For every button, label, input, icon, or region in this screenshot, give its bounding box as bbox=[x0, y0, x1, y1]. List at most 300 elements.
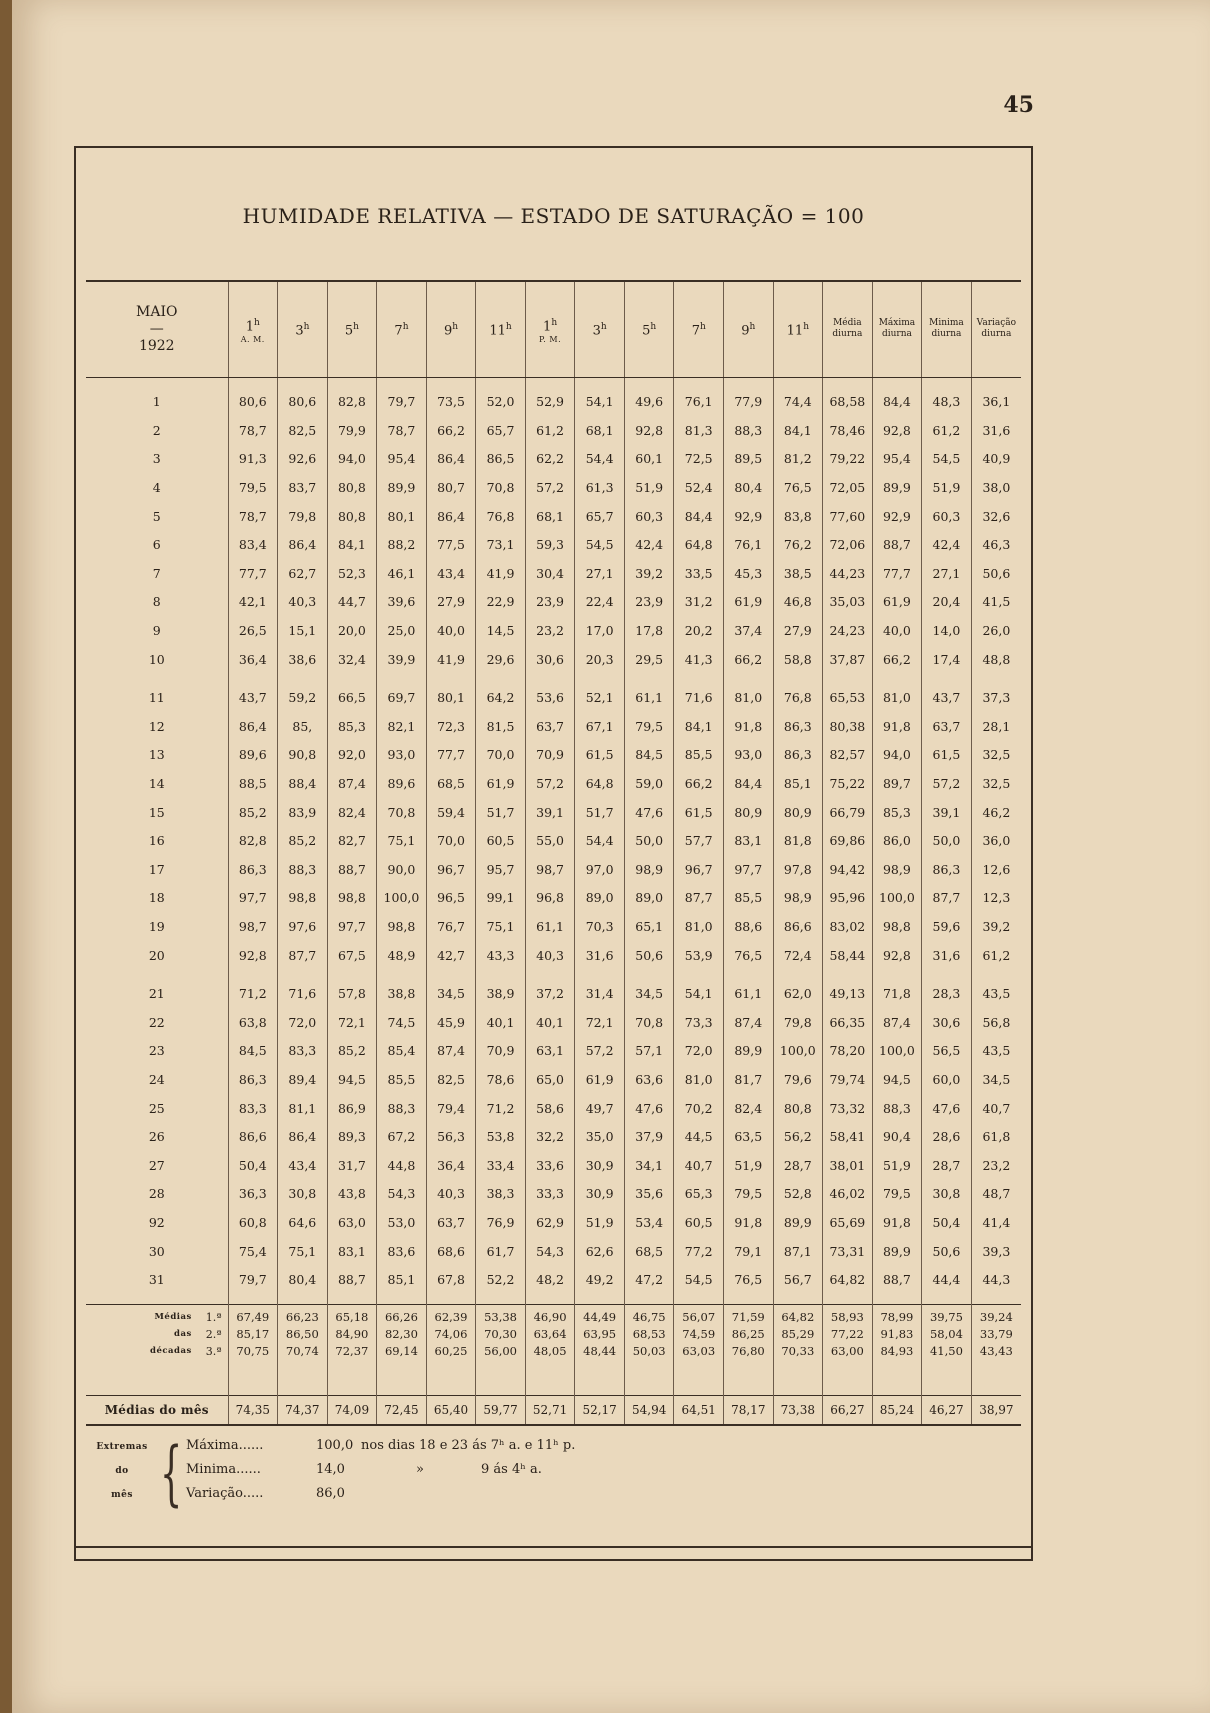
value-cell: 97,7 bbox=[228, 884, 278, 913]
decade-value: 58,93 bbox=[823, 1304, 873, 1326]
value-cell: 79,5 bbox=[228, 473, 278, 502]
value-cell: 30,4 bbox=[525, 559, 575, 588]
day-number: 14 bbox=[148, 776, 165, 792]
max-label: Máxima...... bbox=[186, 1438, 264, 1453]
value-cell: 68,5 bbox=[426, 769, 476, 798]
value-cell: 65,69 bbox=[823, 1208, 873, 1237]
spacer-cell bbox=[773, 1294, 823, 1305]
hour-suffix: h bbox=[505, 322, 512, 333]
value-cell: 77,2 bbox=[674, 1237, 724, 1266]
value-cell: 79,7 bbox=[228, 1265, 278, 1294]
value-cell: 75,22 bbox=[823, 769, 873, 798]
day-row bbox=[86, 855, 1021, 884]
value-cell: 46,1 bbox=[377, 559, 427, 588]
day-row bbox=[86, 1208, 1021, 1237]
decade-value: 43,43 bbox=[971, 1343, 1021, 1360]
value-cell: 43,8 bbox=[327, 1180, 377, 1209]
value-cell: 59,2 bbox=[278, 683, 328, 712]
hour-header bbox=[674, 281, 724, 377]
summary-header: Variação diurna bbox=[971, 281, 1021, 377]
value-cell: 95,7 bbox=[476, 855, 526, 884]
decade-value: 56,00 bbox=[476, 1343, 526, 1360]
spacer-cell bbox=[971, 377, 1021, 388]
value-cell: 88,3 bbox=[278, 855, 328, 884]
value-cell: 43,7 bbox=[228, 683, 278, 712]
value-cell: 80,8 bbox=[327, 502, 377, 531]
value-cell: 44,23 bbox=[823, 559, 873, 588]
value-cell: 84,5 bbox=[624, 741, 674, 770]
day-row bbox=[86, 683, 1021, 712]
spacer-row bbox=[86, 673, 1021, 683]
month-mean-value: 64,51 bbox=[674, 1395, 724, 1425]
value-cell: 31,6 bbox=[971, 416, 1021, 445]
value-cell: 92,8 bbox=[624, 416, 674, 445]
value-cell: 73,5 bbox=[426, 388, 476, 417]
value-cell: 83,3 bbox=[278, 1037, 328, 1066]
value-cell: 67,1 bbox=[575, 712, 625, 741]
value-cell: 70,0 bbox=[476, 741, 526, 770]
value-cell: 63,1 bbox=[525, 1037, 575, 1066]
value-cell: 40,7 bbox=[971, 1094, 1021, 1123]
value-cell: 65,0 bbox=[525, 1065, 575, 1094]
value-cell: 63,0 bbox=[327, 1208, 377, 1237]
value-cell: 88,3 bbox=[872, 1094, 922, 1123]
decade-value: 39,24 bbox=[971, 1304, 1021, 1326]
value-cell: 46,8 bbox=[773, 588, 823, 617]
value-cell: 96,7 bbox=[426, 855, 476, 884]
spacer-cell bbox=[575, 377, 625, 388]
day-row bbox=[86, 445, 1021, 474]
value-cell: 67,5 bbox=[327, 941, 377, 970]
day-row bbox=[86, 979, 1021, 1008]
decade-value: 76,80 bbox=[724, 1343, 774, 1360]
value-cell: 87,4 bbox=[872, 1008, 922, 1037]
value-cell: 36,4 bbox=[426, 1151, 476, 1180]
value-cell: 20,3 bbox=[575, 645, 625, 674]
value-cell: 85,2 bbox=[327, 1037, 377, 1066]
decade-label-wrap bbox=[86, 1309, 228, 1326]
value-cell: 94,5 bbox=[872, 1065, 922, 1094]
spacer-cell bbox=[278, 377, 328, 388]
value-cell: 52,8 bbox=[773, 1180, 823, 1209]
value-cell: 48,7 bbox=[971, 1180, 1021, 1209]
value-cell: 44,4 bbox=[922, 1265, 972, 1294]
value-cell: 33,3 bbox=[525, 1180, 575, 1209]
value-cell: 82,7 bbox=[327, 826, 377, 855]
value-cell: 83,7 bbox=[278, 473, 328, 502]
value-cell: 70,8 bbox=[624, 1008, 674, 1037]
value-cell: 37,3 bbox=[971, 683, 1021, 712]
value-cell: 15,1 bbox=[278, 616, 328, 645]
hour-header bbox=[278, 281, 328, 377]
value-cell: 43,7 bbox=[922, 683, 972, 712]
value-cell: 89,9 bbox=[872, 473, 922, 502]
spacer-cell bbox=[278, 673, 328, 683]
value-cell: 64,82 bbox=[823, 1265, 873, 1294]
summary-header: Máxima diurna bbox=[872, 281, 922, 377]
value-cell: 28,6 bbox=[922, 1122, 972, 1151]
month-dash: — bbox=[149, 320, 164, 337]
hour-label: 11$^h$ bbox=[786, 322, 809, 339]
value-cell: 97,7 bbox=[327, 912, 377, 941]
value-cell: 49,2 bbox=[575, 1265, 625, 1294]
value-cell: 84,4 bbox=[724, 769, 774, 798]
value-cell: 34,5 bbox=[624, 979, 674, 1008]
value-cell: 80,6 bbox=[278, 388, 328, 417]
hour-header bbox=[228, 281, 278, 377]
month-mean-value: 54,94 bbox=[624, 1395, 674, 1425]
day-row bbox=[86, 388, 1021, 417]
decade-label-wrap bbox=[86, 1326, 228, 1343]
decade-value: 63,95 bbox=[575, 1326, 625, 1343]
day-row bbox=[86, 1180, 1021, 1209]
day-row bbox=[86, 798, 1021, 827]
decade-value: 69,14 bbox=[377, 1343, 427, 1360]
spacer-cell bbox=[86, 673, 228, 683]
spacer-row bbox=[86, 969, 1021, 979]
hour-header bbox=[377, 281, 427, 377]
value-cell: 79,1 bbox=[724, 1237, 774, 1266]
decade-ordinal: 2.ª bbox=[205, 1327, 222, 1341]
value-cell: 79,22 bbox=[823, 445, 873, 474]
decade-value: 63,00 bbox=[823, 1343, 873, 1360]
min-ditto: » bbox=[416, 1462, 424, 1477]
value-cell: 88,6 bbox=[724, 912, 774, 941]
value-cell: 63,7 bbox=[525, 712, 575, 741]
value-cell: 91,3 bbox=[228, 445, 278, 474]
value-cell: 62,2 bbox=[525, 445, 575, 474]
value-cell: 54,3 bbox=[377, 1180, 427, 1209]
value-cell: 43,5 bbox=[971, 1037, 1021, 1066]
value-cell: 65,1 bbox=[624, 912, 674, 941]
month-mean-value: 59,77 bbox=[476, 1395, 526, 1425]
decade-value: 70,33 bbox=[773, 1343, 823, 1360]
decade-value: 85,17 bbox=[228, 1326, 278, 1343]
value-cell: 87,4 bbox=[426, 1037, 476, 1066]
value-cell: 92,9 bbox=[724, 502, 774, 531]
value-cell: 84,1 bbox=[327, 530, 377, 559]
day-row bbox=[86, 769, 1021, 798]
value-cell: 44,7 bbox=[327, 588, 377, 617]
value-cell: 39,6 bbox=[377, 588, 427, 617]
value-cell: 80,4 bbox=[724, 473, 774, 502]
day-row bbox=[86, 912, 1021, 941]
summary-header: Minima diurna bbox=[922, 281, 972, 377]
value-cell: 81,8 bbox=[773, 826, 823, 855]
value-cell: 66,2 bbox=[426, 416, 476, 445]
value-cell: 61,8 bbox=[971, 1122, 1021, 1151]
value-cell: 57,7 bbox=[674, 826, 724, 855]
value-cell: 74,5 bbox=[377, 1008, 427, 1037]
month-mean-value: 52,17 bbox=[575, 1395, 625, 1425]
humidity-table bbox=[86, 280, 1021, 1426]
value-cell: 48,2 bbox=[525, 1265, 575, 1294]
spacer-cell bbox=[922, 969, 972, 979]
decade-value: 71,59 bbox=[724, 1304, 774, 1326]
decade-value: 64,82 bbox=[773, 1304, 823, 1326]
value-cell: 23,9 bbox=[624, 588, 674, 617]
value-cell: 79,4 bbox=[426, 1094, 476, 1123]
decade-value: 66,26 bbox=[377, 1304, 427, 1326]
min-label: Minima...... bbox=[186, 1462, 261, 1477]
min-value: 14,0 bbox=[316, 1462, 345, 1477]
value-cell: 56,5 bbox=[922, 1037, 972, 1066]
value-cell: 70,9 bbox=[525, 741, 575, 770]
value-cell: 82,57 bbox=[823, 741, 873, 770]
value-cell: 75,4 bbox=[228, 1237, 278, 1266]
value-cell: 78,46 bbox=[823, 416, 873, 445]
table-frame bbox=[74, 146, 1033, 1561]
value-cell: 65,3 bbox=[674, 1180, 724, 1209]
decade-value: 50,03 bbox=[624, 1343, 674, 1360]
value-cell: 100,0 bbox=[872, 1037, 922, 1066]
hour-suffix: h bbox=[303, 322, 310, 333]
hour-suffix: h bbox=[353, 322, 359, 333]
value-cell: 88,7 bbox=[327, 1265, 377, 1294]
value-cell: 82,8 bbox=[228, 826, 278, 855]
value-cell: 62,7 bbox=[278, 559, 328, 588]
value-cell: 92,8 bbox=[872, 416, 922, 445]
value-cell: 38,9 bbox=[476, 979, 526, 1008]
value-cell: 60,5 bbox=[674, 1208, 724, 1237]
value-cell: 63,6 bbox=[624, 1065, 674, 1094]
value-cell: 81,1 bbox=[278, 1094, 328, 1123]
value-cell: 58,41 bbox=[823, 1122, 873, 1151]
spacer-cell bbox=[327, 1294, 377, 1305]
value-cell: 29,6 bbox=[476, 645, 526, 674]
value-cell: 36,3 bbox=[228, 1180, 278, 1209]
value-cell: 86,3 bbox=[922, 855, 972, 884]
value-cell: 80,4 bbox=[278, 1265, 328, 1294]
value-cell: 66,35 bbox=[823, 1008, 873, 1037]
value-cell: 73,3 bbox=[674, 1008, 724, 1037]
decade-row bbox=[86, 1304, 1021, 1326]
day-number: 21 bbox=[148, 986, 165, 1002]
hour-suffix: h bbox=[254, 317, 260, 328]
spacer-cell bbox=[575, 673, 625, 683]
value-cell: 31,6 bbox=[575, 941, 625, 970]
value-cell: 66,2 bbox=[674, 769, 724, 798]
value-cell: 85,5 bbox=[724, 884, 774, 913]
value-cell: 40,3 bbox=[525, 941, 575, 970]
value-cell: 86,3 bbox=[773, 712, 823, 741]
value-cell: 77,7 bbox=[872, 559, 922, 588]
value-cell: 98,8 bbox=[327, 884, 377, 913]
value-cell: 71,6 bbox=[278, 979, 328, 1008]
value-cell: 89,9 bbox=[872, 1237, 922, 1266]
value-cell: 85,3 bbox=[872, 798, 922, 827]
value-cell: 57,1 bbox=[624, 1037, 674, 1066]
value-cell: 89,5 bbox=[724, 445, 774, 474]
spacer-cell bbox=[674, 969, 724, 979]
decade-label-cell bbox=[86, 1326, 228, 1343]
hour-header bbox=[724, 281, 774, 377]
var-label: Variação..... bbox=[186, 1486, 264, 1501]
value-cell: 83,4 bbox=[228, 530, 278, 559]
hour-label: 1$^h$ bbox=[543, 317, 558, 334]
value-cell: 32,5 bbox=[971, 769, 1021, 798]
value-cell: 86,4 bbox=[426, 502, 476, 531]
hour-header bbox=[525, 281, 575, 377]
day-number: 11 bbox=[148, 690, 165, 706]
ampm-note: A. M. bbox=[240, 334, 265, 344]
value-cell: 82,5 bbox=[426, 1065, 476, 1094]
value-cell: 100,0 bbox=[773, 1037, 823, 1066]
value-cell: 75,1 bbox=[278, 1237, 328, 1266]
value-cell: 70,2 bbox=[674, 1094, 724, 1123]
value-cell: 43,4 bbox=[278, 1151, 328, 1180]
min-text: 9 ás 4ʰ a. bbox=[481, 1462, 542, 1477]
spacer-cell bbox=[724, 1294, 774, 1305]
value-cell: 44,8 bbox=[377, 1151, 427, 1180]
value-cell: 60,8 bbox=[228, 1208, 278, 1237]
value-cell: 51,7 bbox=[476, 798, 526, 827]
value-cell: 86,6 bbox=[773, 912, 823, 941]
day-number: 3 bbox=[152, 451, 161, 467]
value-cell: 28,7 bbox=[922, 1151, 972, 1180]
value-cell: 64,2 bbox=[476, 683, 526, 712]
value-cell: 28,3 bbox=[922, 979, 972, 1008]
spacer-cell bbox=[278, 1360, 328, 1396]
value-cell: 94,0 bbox=[872, 741, 922, 770]
value-cell: 68,6 bbox=[426, 1237, 476, 1266]
value-cell: 70,9 bbox=[476, 1037, 526, 1066]
value-cell: 72,4 bbox=[773, 941, 823, 970]
day-number: 24 bbox=[148, 1071, 165, 1087]
month-extremes bbox=[86, 1432, 646, 1514]
value-cell: 86,3 bbox=[228, 855, 278, 884]
value-cell: 60,3 bbox=[624, 502, 674, 531]
day-number: 12 bbox=[148, 718, 165, 734]
decade-row bbox=[86, 1343, 1021, 1360]
value-cell: 86,4 bbox=[278, 1122, 328, 1151]
day-row bbox=[86, 884, 1021, 913]
spacer-cell bbox=[476, 377, 526, 388]
value-cell: 40,9 bbox=[971, 445, 1021, 474]
decade-label-cell bbox=[86, 1304, 228, 1326]
spacer-cell bbox=[872, 1294, 922, 1305]
value-cell: 86,3 bbox=[228, 1065, 278, 1094]
value-cell: 61,9 bbox=[724, 588, 774, 617]
value-cell: 71,6 bbox=[674, 683, 724, 712]
spacer-row bbox=[86, 1360, 1021, 1396]
value-cell: 65,53 bbox=[823, 683, 873, 712]
value-cell: 68,1 bbox=[525, 502, 575, 531]
frame-bottom-rule bbox=[76, 1546, 1031, 1548]
value-cell: 40,1 bbox=[476, 1008, 526, 1037]
value-cell: 50,4 bbox=[228, 1151, 278, 1180]
value-cell: 52,4 bbox=[674, 473, 724, 502]
spacer-cell bbox=[624, 969, 674, 979]
value-cell: 60,5 bbox=[476, 826, 526, 855]
value-cell: 91,8 bbox=[724, 712, 774, 741]
spacer-cell bbox=[872, 673, 922, 683]
hour-suffix: h bbox=[402, 322, 409, 333]
value-cell: 51,9 bbox=[575, 1208, 625, 1237]
hour-header bbox=[773, 281, 823, 377]
document-page bbox=[12, 0, 1210, 1713]
decade-value: 85,29 bbox=[773, 1326, 823, 1343]
decade-value: 86,50 bbox=[278, 1326, 328, 1343]
value-cell: 70,3 bbox=[575, 912, 625, 941]
value-cell: 86,5 bbox=[476, 445, 526, 474]
hour-label: 3$^h$ bbox=[295, 322, 310, 339]
value-cell: 46,3 bbox=[971, 530, 1021, 559]
value-cell: 84,1 bbox=[674, 712, 724, 741]
value-cell: 79,8 bbox=[278, 502, 328, 531]
spacer-cell bbox=[624, 1360, 674, 1396]
day-number: 9 bbox=[152, 623, 161, 639]
value-cell: 60,1 bbox=[624, 445, 674, 474]
spacer-cell bbox=[525, 1360, 575, 1396]
value-cell: 36,0 bbox=[971, 826, 1021, 855]
value-cell: 40,7 bbox=[674, 1151, 724, 1180]
value-cell: 32,4 bbox=[327, 645, 377, 674]
value-cell: 61,7 bbox=[476, 1237, 526, 1266]
value-cell: 61,2 bbox=[922, 416, 972, 445]
spacer-cell bbox=[724, 673, 774, 683]
spacer-cell bbox=[476, 1360, 526, 1396]
value-cell: 57,8 bbox=[327, 979, 377, 1008]
value-cell: 38,3 bbox=[476, 1180, 526, 1209]
value-cell: 70,8 bbox=[476, 473, 526, 502]
spacer-cell bbox=[327, 969, 377, 979]
value-cell: 62,6 bbox=[575, 1237, 625, 1266]
value-cell: 84,4 bbox=[872, 388, 922, 417]
decade-label-cell bbox=[86, 1343, 228, 1360]
value-cell: 76,2 bbox=[773, 530, 823, 559]
value-cell: 23,2 bbox=[525, 616, 575, 645]
value-cell: 81,0 bbox=[674, 1065, 724, 1094]
spacer-cell bbox=[674, 1360, 724, 1396]
value-cell: 54,5 bbox=[674, 1265, 724, 1294]
value-cell: 50,6 bbox=[624, 941, 674, 970]
value-cell: 67,2 bbox=[377, 1122, 427, 1151]
day-number: 13 bbox=[148, 747, 165, 763]
day-number: 7 bbox=[152, 565, 161, 581]
value-cell: 95,4 bbox=[872, 445, 922, 474]
day-number: 22 bbox=[148, 1014, 165, 1030]
decade-value: 77,22 bbox=[823, 1326, 873, 1343]
value-cell: 85,2 bbox=[278, 826, 328, 855]
month-header bbox=[86, 281, 228, 377]
value-cell: 43,5 bbox=[971, 979, 1021, 1008]
value-cell: 83,1 bbox=[327, 1237, 377, 1266]
extremes-label-line: Extremas bbox=[96, 1442, 148, 1452]
value-cell: 50,6 bbox=[971, 559, 1021, 588]
day-row bbox=[86, 741, 1021, 770]
value-cell: 98,7 bbox=[228, 912, 278, 941]
day-row bbox=[86, 502, 1021, 531]
value-cell: 57,2 bbox=[525, 473, 575, 502]
value-cell: 44,5 bbox=[674, 1122, 724, 1151]
page-number: 45 bbox=[1003, 92, 1034, 118]
value-cell: 33,6 bbox=[525, 1151, 575, 1180]
value-cell: 76,8 bbox=[476, 502, 526, 531]
spacer-cell bbox=[278, 969, 328, 979]
value-cell: 89,3 bbox=[327, 1122, 377, 1151]
value-cell: 50,0 bbox=[922, 826, 972, 855]
value-cell: 58,6 bbox=[525, 1094, 575, 1123]
spacer-cell bbox=[525, 673, 575, 683]
value-cell: 78,6 bbox=[476, 1065, 526, 1094]
value-cell: 86,6 bbox=[228, 1122, 278, 1151]
value-cell: 92,8 bbox=[872, 941, 922, 970]
value-cell: 58,8 bbox=[773, 645, 823, 674]
value-cell: 81,7 bbox=[724, 1065, 774, 1094]
value-cell: 40,1 bbox=[525, 1008, 575, 1037]
value-cell: 81,0 bbox=[674, 912, 724, 941]
